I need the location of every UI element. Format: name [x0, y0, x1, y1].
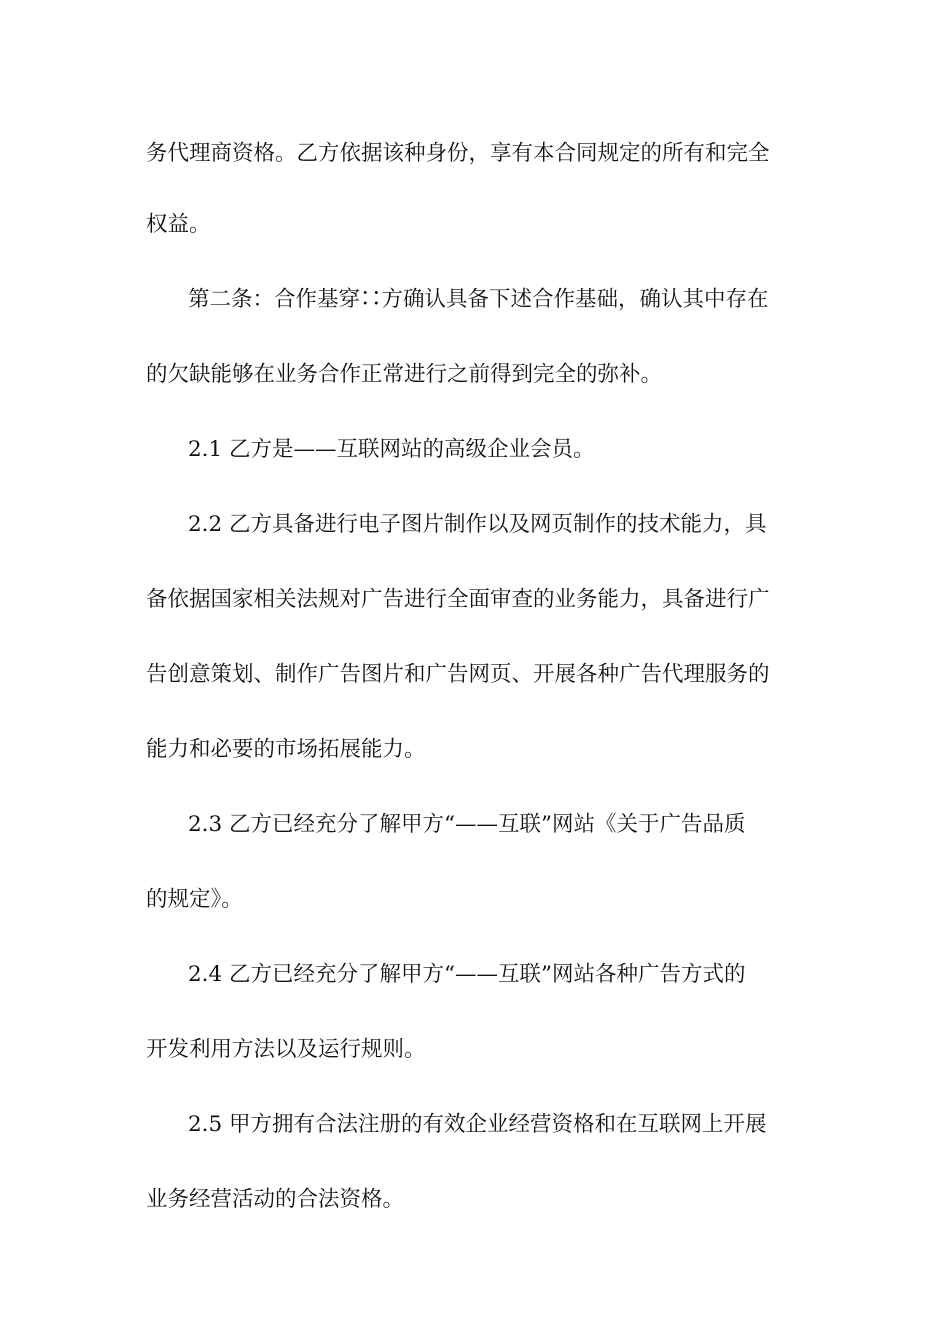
text-line: 的规定》。: [146, 887, 243, 912]
clause-2-4: 2.4 乙方已经充分了解甲方“——互联”网站各种广告方式的: [188, 962, 746, 987]
clause-2-2: 2.2 乙方具备进行电子图片制作以及网页制作的技术能力，具: [188, 512, 767, 537]
text-line: 权益。: [146, 212, 211, 237]
text-line: 能力和必要的市场拓展能力。: [146, 737, 426, 762]
text-line: 备依据国家相关法规对广告进行全面审查的业务能力，具备进行广: [146, 587, 770, 612]
text-line: 开发利用方法以及运行规则。: [146, 1037, 426, 1062]
clause-2-5: 2.5 甲方拥有合法注册的有效企业经营资格和在互联网上开展: [188, 1112, 767, 1137]
text-line: 的欠缺能够在业务合作正常进行之前得到完全的弥补。: [146, 362, 663, 387]
text-line: 业务经营活动的合法资格。: [146, 1187, 405, 1212]
clause-2-3: 2.3 乙方已经充分了解甲方“——互联”网站《关于广告品质: [188, 812, 746, 837]
article-heading-line: 第二条：合作基穿∷方确认具备下述合作基础，确认其中存在: [188, 287, 769, 312]
clause-2-1: 2.1 乙方是——互联网站的高级企业会员。: [188, 437, 595, 462]
text-line: 告创意策划、制作广告图片和广告网页、开展各种广告代理服务的: [146, 662, 770, 687]
text-line: 务代理商资格。乙方依据该种身份，享有本合同规定的所有和完全: [146, 141, 770, 166]
